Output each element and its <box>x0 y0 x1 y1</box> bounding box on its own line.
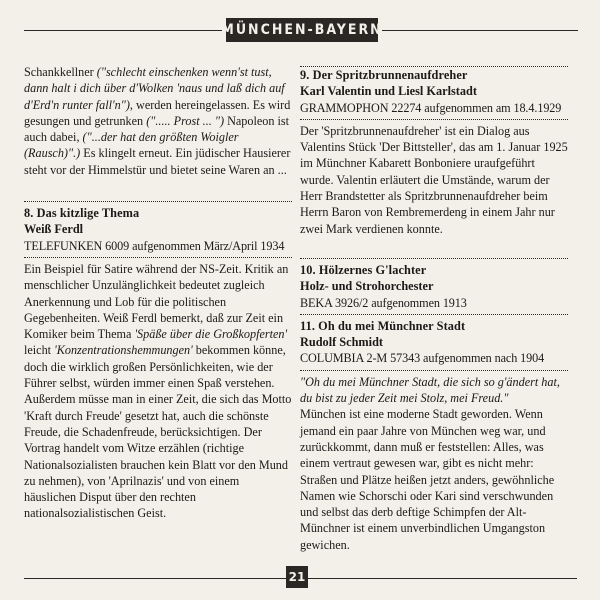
divider <box>300 370 568 371</box>
track-8-label: TELEFUNKEN 6009 aufgenommen März/April 1934 <box>24 238 285 253</box>
track-10-title: 10. Hölzernes G'lachter <box>300 262 427 277</box>
left-column <box>24 64 292 522</box>
track-8-artist: Weiß Ferdl <box>24 222 84 237</box>
track-11-artist: Rudolf Schmidt <box>300 335 384 350</box>
track-11-title: 11. Oh du mei Münchner Stadt <box>300 318 466 333</box>
intro-text-run: ("...der hat den größten Woigler (Rausch)".) <box>24 130 239 161</box>
right-column <box>300 66 568 553</box>
track-8-text-run: 'Späße über die Großkopferten' <box>134 327 288 342</box>
intro-text-run: ("schlecht einschenken wenn'st tust, dann halt i dich über d'Wolken 'naus und laß dich auf d'Erd'n runter fall'n") <box>24 65 285 112</box>
track-8-text-run: bekommen könne, doch die wirklich großen Persönlichkeiten, wie der Führer selbst, würden immer einen Spaß verstehen. Außerdem müsse man in einer Zeit, die sich das Motto 'Kraft durch Freude' gesetzt hat, auch die schönste Freude, die Schadenfreude, berücksichtigen. Der Vortrag handelt vom Witze erzählen (richtige Nationalsozialisten brauchen kein Blatt vor den Mund zu nehmen), von 'Aprilnazis' und von einem häuslichen Disput über den rechten nationalsozialistischen Geist. <box>24 343 292 521</box>
track-8-description <box>24 261 292 522</box>
header-rule-right <box>382 30 578 31</box>
intro-text-run: Schankkellner <box>24 65 97 79</box>
track-9-label: GRAMMOPHON 22274 aufgenommen am 18.4.1929 <box>300 100 562 115</box>
header-title: MÜNCHEN-BAYERN <box>221 22 383 38</box>
page-number: 21 <box>286 566 308 588</box>
track-8-title: 8. Das kitzlige Thema <box>24 206 140 221</box>
divider <box>24 201 292 202</box>
track-9-title: 9. Der Spritzbrunnenaufdreher <box>300 68 468 82</box>
intro-paragraph <box>24 64 292 178</box>
track-8-text-run: leicht <box>24 343 55 358</box>
intro-text-run: Napoleon ist auch dabei, <box>24 113 290 145</box>
divider <box>300 258 568 259</box>
track-11-label: COLUMBIA 2-M 57343 aufgenommen nach 1904 <box>300 351 545 366</box>
page-header <box>221 18 383 42</box>
header-rule-left <box>24 30 222 31</box>
track-9-artist: Karl Valentin und Liesl Karlstadt <box>300 84 477 99</box>
intro-text-run: ("..... Prost ... ") <box>146 113 225 128</box>
intro-text-run: Es klingelt erneut. Ein jüdischer Hausierer steht vor der Himmelstür und bietet seine Waren an ... <box>24 146 291 177</box>
divider <box>24 257 292 258</box>
divider <box>300 119 568 120</box>
track-9-description: Der 'Spritzbrunnenaufdreher' ist ein Dialog aus Valentins Stück 'Der Bittsteller', das am 1. Januar 1925 im Münchner Kabarett Bonboniere uraufgeführt wurde. Valentin erläutert die Umstände, warum der Herr Brandstetter als Spritzbrunnenaufdreher beim Herrn Baron von Rembremerdeng in einem Jahr nur zwei Mark verdienen konnte. <box>300 123 568 236</box>
track-11-description: München ist eine moderne Stadt geworden. Wenn jemand ein paar Jahre von München weg war, und zurückkommt, dann muß er feststellen: Alles, was einem vertraut gewesen war, gibt es nicht mehr: Straßen und Plätze heißen jetzt anders, gewöhnliche Namen wie Schorschi oder Kari sind verschwunden und selbst das derb deftige Schimpfen der Alt-Münchner ist einem unverbindlichen Umgangston gewichen. <box>300 407 555 552</box>
track-10-label: BEKA 3926/2 aufgenommen 1913 <box>300 295 467 310</box>
track-8-text-run: Ein Beispiel für Satire während der NS-Zeit. Kritik an menschlicher Unzulänglichkeit bedeutet zugleich Anerkennung und Lob für die politischen Gegebenheiten. Weiß Ferdl bemerkt, daß zur Zeit ein Komiker beim Thema <box>24 261 289 342</box>
intro-text-run: , werden hereingelassen. Es wird gesungen und getrunken <box>24 97 291 128</box>
track-11-quote: "Oh du mei Münchner Stadt, die sich so g'ändert hat, du bist zu jeder Zeit mei Stolz, mei Freud." <box>300 374 560 406</box>
divider <box>300 314 568 315</box>
track-8-text-run: 'Konzentrationshemmungen' <box>54 343 193 358</box>
track-10-artist: Holz- und Strohorchester <box>300 279 434 294</box>
